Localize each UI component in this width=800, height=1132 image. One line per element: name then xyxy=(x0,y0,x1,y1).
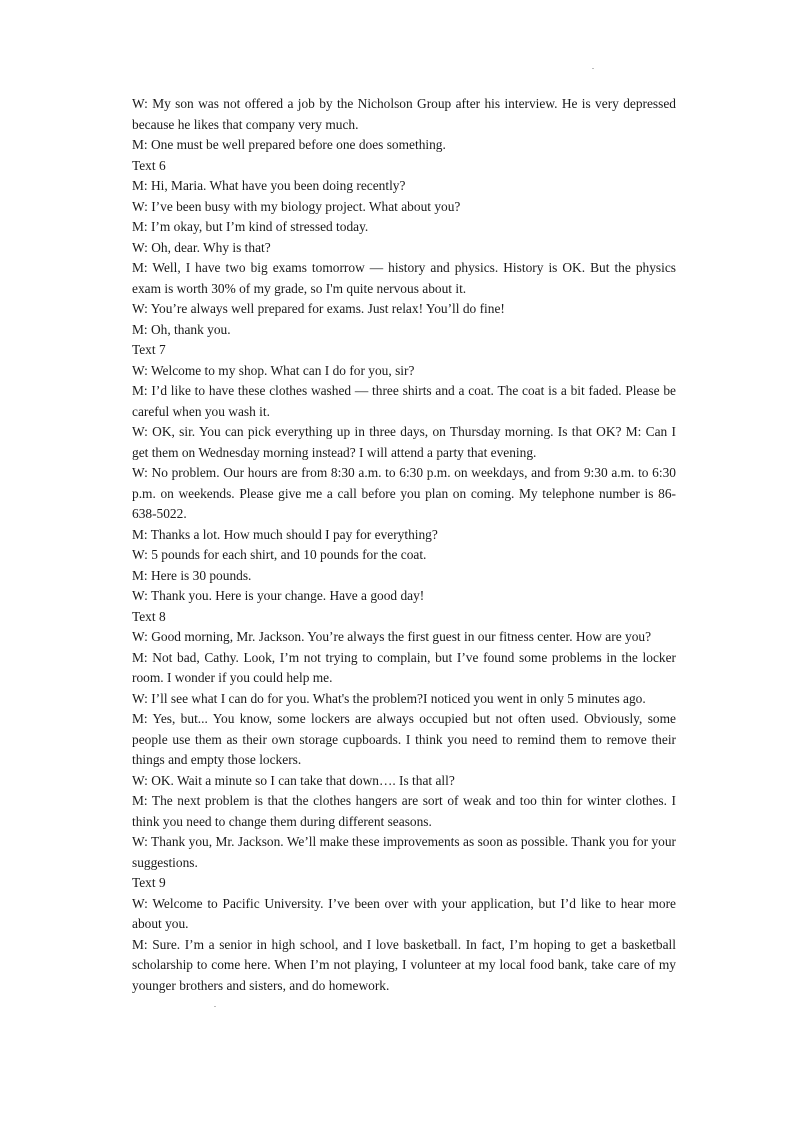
dialogue-line: W: I’ve been busy with my biology project. What about you? xyxy=(132,198,461,214)
dialogue-line: M: I’d like to have these clothes washed — three shirts and a coat. The coat is a bit faded. Please be careful when you wash it. xyxy=(132,383,676,419)
dialogue-line: W: You’re always well prepared for exams. Just relax! You’ll do fine! xyxy=(132,301,505,316)
scan-speck-bottom xyxy=(214,1006,216,1007)
dialogue-line: W: I’ll see what I can do for you. What's the problem?I noticed you went in only 5 minutes ago. xyxy=(132,690,646,706)
dialogue-line: M: Yes, but... You know, some lockers are always occupied but not often used. Obviously, some people use them as their own storage cupboards. I think you need to remind them to remove their things and empty those lockers. xyxy=(132,711,676,767)
dialogue-line: M: Not bad, Cathy. Look, I’m not trying to complain, but I’ve found some problems in the locker room. I wonder if you could help me. xyxy=(132,649,676,685)
dialogue-line: W: Good morning, Mr. Jackson. You’re always the first guest in our fitness center. How are you? xyxy=(132,629,652,644)
dialogue-line: W: No problem. Our hours are from 8:30 a.m. to 6:30 p.m. on weekdays, and from 9:30 a.m. to 6:30 p.m. on weekends. Please give me a call before you plan on coming. My telephone number is 86-638-5022. xyxy=(132,465,676,521)
dialogue-line: M: The next problem is that the clothes hangers are sort of weak and too thin for winter clothes. I think you need to change them during different seasons. xyxy=(132,793,676,829)
dialogue-line: W: Welcome to Pacific University. I’ve been over with your application, but I’d like to hear more about you. xyxy=(132,895,676,931)
dialogue-line: W: OK. Wait a minute so I can take that down…. Is that all? xyxy=(132,772,455,788)
scan-speck-top xyxy=(592,68,594,69)
section-heading-text-7: Text 7 xyxy=(132,342,166,357)
dialogue-line: M: One must be well prepared before one does something. xyxy=(132,137,446,152)
dialogue-line: W: My son was not offered a job by the Nicholson Group after his interview. He is very depressed because he likes that company very much. xyxy=(132,96,676,132)
dialogue-line: W: OK, sir. You can pick everything up in three days, on Thursday morning. Is that OK? M: Can I get them on Wednesday morning instead? I will attend a party that evening. xyxy=(132,424,676,460)
dialogue-line: M: Well, I have two big exams tomorrow — history and physics. History is OK. But the physics exam is worth 30% of my grade, so I'm quite nervous about it. xyxy=(132,260,676,296)
section-heading-text-6: Text 6 xyxy=(132,157,166,173)
dialogue-line: M: I’m okay, but I’m kind of stressed today. xyxy=(132,219,369,234)
section-heading-text-8: Text 8 xyxy=(132,608,166,624)
dialogue-line: W: Oh, dear. Why is that? xyxy=(132,239,271,255)
dialogue-line: W: Welcome to my shop. What can I do for you, sir? xyxy=(132,362,415,378)
dialogue-line: W: 5 pounds for each shirt, and 10 pounds for the coat. xyxy=(132,547,427,562)
dialogue-line: M: Thanks a lot. How much should I pay for everything? xyxy=(132,526,438,542)
dialogue-line: M: Oh, thank you. xyxy=(132,321,231,337)
dialogue-line: W: Thank you. Here is your change. Have a good day! xyxy=(132,588,425,603)
dialogue-line: W: Thank you, Mr. Jackson. We’ll make these improvements as soon as possible. Thank you for your suggestions. xyxy=(132,834,676,870)
dialogue-line: M: Sure. I’m a senior in high school, and I love basketball. In fact, I’m hoping to get a basketball scholarship to come here. When I’m not playing, I volunteer at my local food bank, take care of my younger brothers and sisters, and do homework. xyxy=(132,936,676,993)
section-heading-text-9: Text 9 xyxy=(132,875,166,890)
dialogue-line: M: Hi, Maria. What have you been doing recently? xyxy=(132,178,406,193)
dialogue-line: M: Here is 30 pounds. xyxy=(132,567,252,583)
transcript-document xyxy=(132,94,676,996)
